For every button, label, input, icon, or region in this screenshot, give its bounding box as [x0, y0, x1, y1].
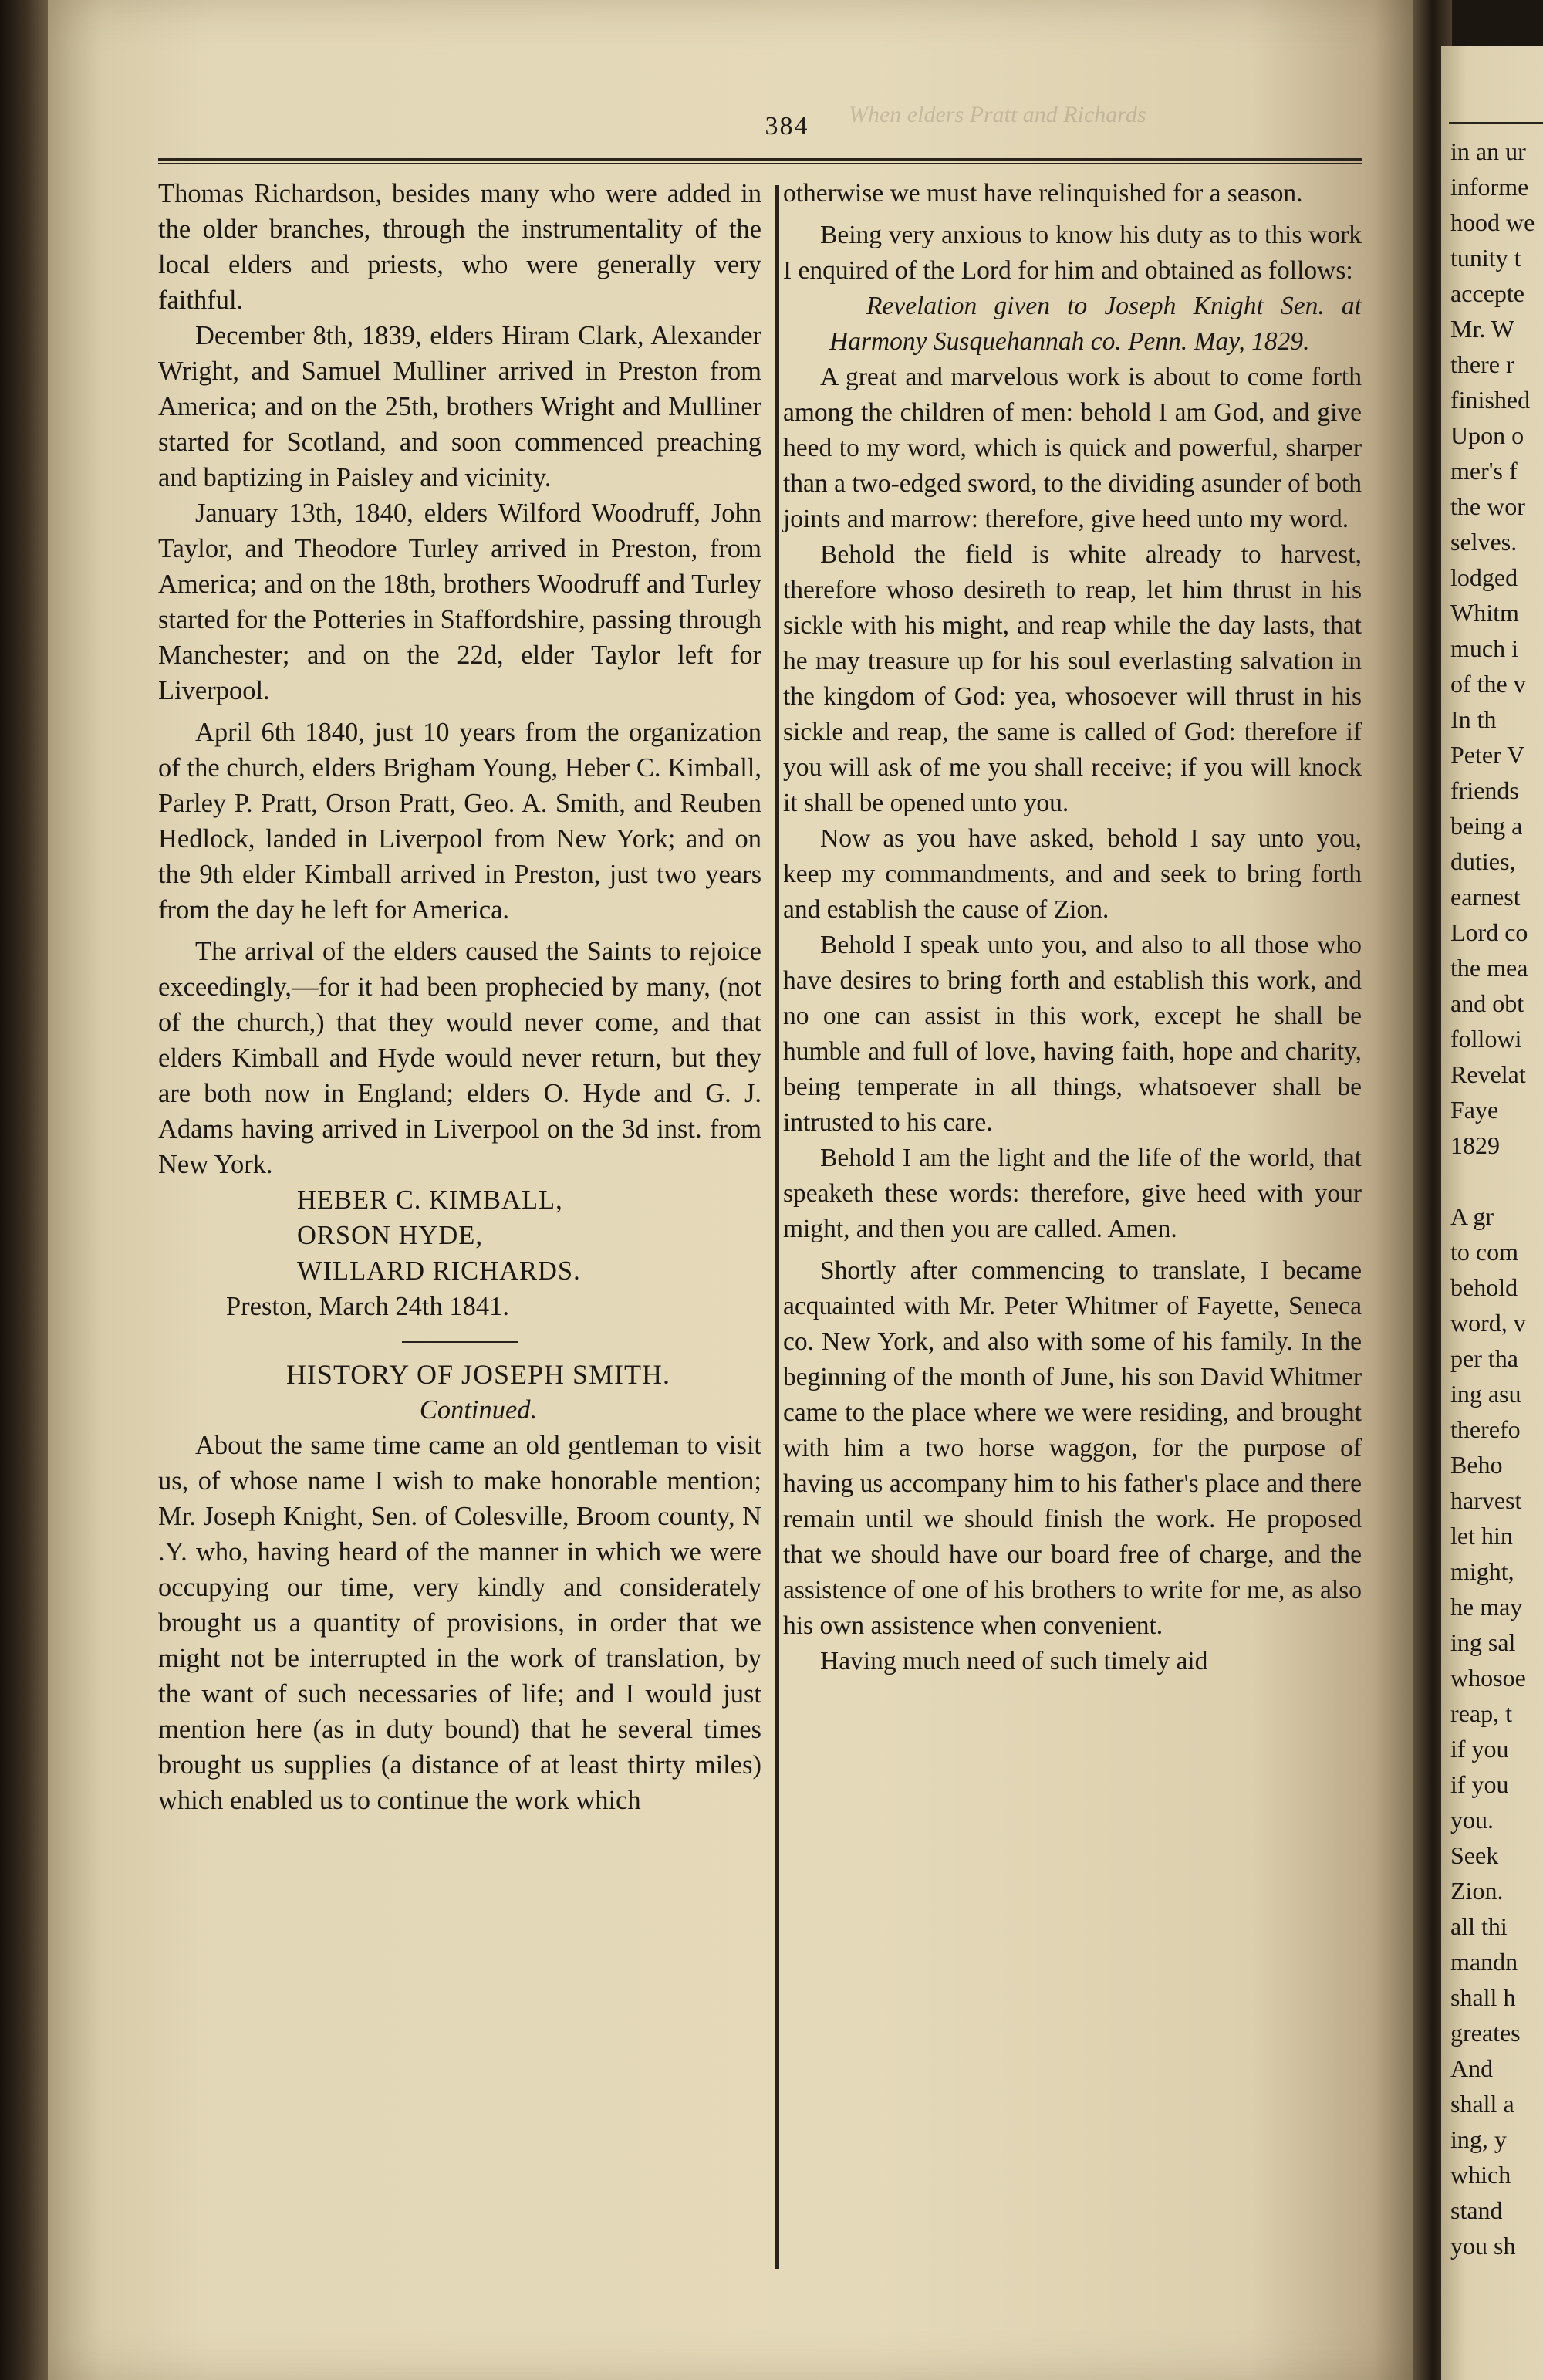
facing-page-line: and obt — [1450, 989, 1524, 1017]
facing-page-line: all thi — [1450, 1912, 1508, 1940]
facing-page-line: tunity t — [1450, 244, 1521, 272]
facing-page-line: In th — [1450, 705, 1497, 733]
facing-page-line: if you — [1450, 1770, 1509, 1798]
paragraph: Behold I am the light and the life of the world, that speaketh these words: therefore, give heed with your might, and then you are called. Amen. — [783, 1144, 1362, 1243]
facing-page-line: ing asu — [1450, 1380, 1521, 1408]
facing-page-line: Faye — [1450, 1096, 1499, 1124]
paragraph: About the same time came an old gentleman to visit us, of whose name I wish to make honorable mention; Mr. Joseph Knight, Sen. of Colesville, Broom county, N .Y. who, having heard of the manner in which we were occupying our time, very kindly and considerately brought us a quantity of provisions, in order that we might not be interrupted in the work of translation, by the want of such necessaries of life; and I would just mention here (as in duty bound) that he several times brought us supplies (a distance of at least thirty miles) which enabled us to continue the work which — [158, 1431, 761, 1815]
facing-page-line: selves. — [1450, 528, 1518, 556]
paragraph: Now as you have asked, behold I say unto you, keep my commandments, and and seek to bring forth and establish the cause of Zion. — [783, 824, 1362, 924]
facing-page-line: let hin — [1450, 1522, 1513, 1550]
facing-page-line: might, — [1450, 1557, 1514, 1585]
facing-page-line: mandn — [1450, 1948, 1518, 1976]
facing-page-edge — [1441, 46, 1543, 2380]
facing-page-line: ing, y — [1450, 2125, 1507, 2153]
facing-page-line: there r — [1450, 350, 1514, 378]
article-subheading: Continued. — [419, 1395, 538, 1425]
facing-page-line: if you — [1450, 1735, 1509, 1763]
facing-page-line: Seek — [1450, 1841, 1499, 1869]
paragraph: Behold I speak unto you, and also to all those who have desires to bring forth and establish this work, and no one can assist in this work, except he shall be humble and full of love, having faith, hope and charity, being temperate in all things, whatsoever shall be intrusted to his care. — [783, 931, 1362, 1137]
paragraph: The arrival of the elders caused the Saints to rejoice exceedingly,—for it had been prophecied by many, (not of the church,) that they would never come, and that elders Kimball and Hyde would never return, but they are both now in England; elders O. Hyde and G. J. Adams having arrived in Liverpool on the 3d inst. from New York. — [158, 937, 761, 1179]
paragraph: Thomas Richardson, besides many who were added in the older branches, through the instrumentality of the local elders and priests, who were generally very faithful. — [158, 179, 761, 315]
header-rule — [158, 158, 1362, 164]
facing-page-line: Zion. — [1450, 1877, 1504, 1905]
facing-page-line: per tha — [1450, 1344, 1518, 1372]
facing-page-line: to com — [1450, 1238, 1518, 1266]
facing-page-line: behold — [1450, 1273, 1518, 1301]
facing-page-line: And — [1450, 2054, 1494, 2082]
facing-page-line: Mr. W — [1450, 315, 1514, 343]
paragraph: Behold the field is white already to harvest, therefore whoso desireth to reap, let him thrust in his sickle with his might, and reap while the day lasts, that he may treasure up for his soul everlasting salvation in the kingdom of God: yea, whosoever will thrust in his sickle and reap, the same is called of God: therefore if you will ask of me you shall receive; if you will knock it shall be opened unto you. — [783, 540, 1362, 817]
facing-page-line: reap, t — [1450, 1699, 1512, 1727]
facing-page-line: therefo — [1450, 1415, 1521, 1443]
facing-page-line: harvest — [1450, 1486, 1522, 1514]
facing-page-line: earnest — [1450, 883, 1521, 911]
page-number: 384 — [765, 112, 809, 140]
facing-page-line: Revelat — [1450, 1060, 1526, 1088]
left-column — [158, 176, 761, 1818]
facing-page-line: 1829 — [1450, 1131, 1500, 1159]
facing-page-line: in an ur — [1450, 137, 1526, 165]
column-divider — [774, 185, 779, 2269]
revelation-heading: Revelation given to Joseph Knight Sen. at Harmony Susquehannah co. Penn. May, 1829. — [829, 292, 1362, 356]
paragraph: December 8th, 1839, elders Hiram Clark, Alexander Wright, and Samuel Mulliner arrived in Preston from America; and on the 25th, brothers Wright and Mulliner started for Scotland, and soon commenced preaching and baptizing in Paisley and vicinity. — [158, 321, 761, 492]
bleed-through-header: When elders Pratt and Richards — [849, 102, 1146, 127]
facing-page-line: word, v — [1450, 1309, 1526, 1337]
signature-name: WILLARD RICHARDS. — [297, 1256, 581, 1286]
facing-page-line: the mea — [1450, 954, 1528, 982]
facing-page-line: friends — [1450, 776, 1519, 804]
facing-page-line: Lord co — [1450, 918, 1528, 946]
facing-page-line: A gr — [1450, 1202, 1494, 1230]
facing-page-line: of the v — [1450, 670, 1526, 698]
paragraph: A great and marvelous work is about to come forth among the children of men: behold I am God, and give heed to my word, which is quick and powerful, sharper than a two-edged sword, to the dividing asunder of both joints and marrow: therefore, give heed unto my word. — [783, 363, 1362, 533]
signature-name: ORSON HYDE, — [297, 1221, 484, 1250]
signature-name: HEBER C. KIMBALL, — [297, 1185, 563, 1215]
paragraph: Having much need of such timely aid — [820, 1647, 1208, 1675]
facing-page-line — [1441, 1163, 1543, 1198]
paragraph: Being very anxious to know his duty as to this work I enquired of the Lord for him and obtained as follows: — [783, 221, 1362, 285]
facing-page-line: duties, — [1450, 847, 1516, 875]
facing-page-line: he may — [1450, 1593, 1523, 1621]
facing-page-line: which — [1450, 2161, 1511, 2189]
facing-page-line: finished — [1450, 386, 1531, 414]
facing-page-line: you sh — [1450, 2232, 1516, 2260]
right-column — [783, 176, 1362, 1679]
paragraph: January 13th, 1840, elders Wilford Woodruff, John Taylor, and Theodore Turley arrived in Preston, from America; and on the 18th, brothers Woodruff and Turley started for the Potteries in Staffordshire, passing through Manchester; and on the 22d, elder Taylor left for Liverpool. — [158, 499, 761, 705]
facing-page-line: the wor — [1450, 492, 1525, 520]
paragraph: otherwise we must have relinquished for a season. — [783, 179, 1303, 208]
article-heading: HISTORY OF JOSEPH SMITH. — [285, 1359, 671, 1390]
facing-page-line: Beho — [1450, 1451, 1503, 1479]
facing-page-line: accepte — [1450, 279, 1524, 307]
dateline: Preston, March 24th 1841. — [226, 1292, 510, 1321]
facing-page-line: greates — [1450, 2019, 1521, 2047]
facing-page-line: being a — [1450, 812, 1523, 840]
facing-page-text — [1441, 134, 1543, 2263]
facing-page-line: informe — [1450, 173, 1529, 201]
facing-page-line: Whitm — [1450, 599, 1519, 627]
facing-page-line: shall a — [1450, 2090, 1514, 2118]
facing-page-rule — [1449, 122, 1543, 127]
facing-page-line: much i — [1450, 634, 1518, 662]
paragraph: Shortly after commencing to translate, I became acquainted with Mr. Peter Whitmer of Fayette, Seneca co. New York, and also with some of his family. In the beginning of the month of June, his son David Whitmer came to the place where we were residing, and brought with him a two horse waggon, for the purpose of having us accompany him to his father's place and there remain until we should finish the work. He proposed that we should have our board free of charge, and the assistence of one of his brothers to write for me, as also his own assistence when convenient. — [783, 1256, 1362, 1640]
facing-page-line: hood we — [1450, 208, 1535, 236]
paragraph: April 6th 1840, just 10 years from the organization of the church, elders Brigham Young, Heber C. Kimball, Parley P. Pratt, Orson Pratt, Geo. A. Smith, and Reuben Hedlock, landed in Liverpool from New York; and on the 9th elder Kimball arrived in Preston, just two years from the day he left for America. — [158, 718, 761, 925]
signature-block — [158, 1182, 761, 1289]
facing-page-line: lodged — [1450, 563, 1518, 591]
facing-page-line: you. — [1450, 1806, 1494, 1834]
section-divider — [402, 1341, 518, 1343]
facing-page-line: stand — [1450, 2196, 1503, 2224]
facing-page-line: whosoe — [1450, 1664, 1526, 1692]
facing-page-line: ing sal — [1450, 1628, 1516, 1656]
facing-page-line: shall h — [1450, 1983, 1516, 2011]
facing-page-line: followi — [1450, 1025, 1522, 1053]
facing-page-line: Upon o — [1450, 421, 1524, 449]
facing-page-line: mer's f — [1450, 457, 1518, 485]
facing-page-line: Peter V — [1450, 741, 1525, 769]
